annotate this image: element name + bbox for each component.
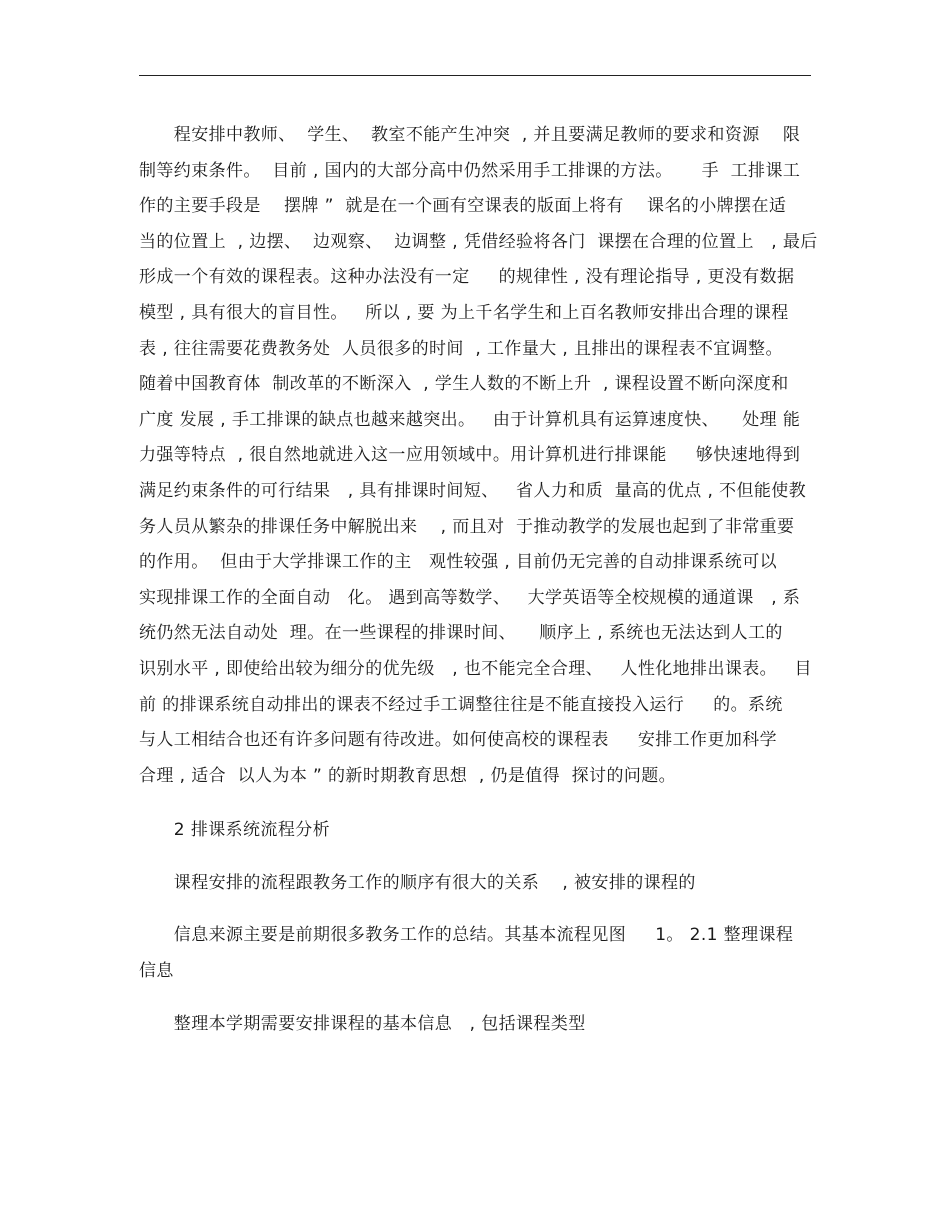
text-line: 作的主要手段是 摆牌 ” 就是在一个画有空课表的版面上将有 课名的小牌摆在适 bbox=[139, 196, 787, 217]
text-line: 前 的排课系统自动排出的课表不经过手工调整往往是不能直接投入运行 的。系统 bbox=[139, 694, 783, 715]
paragraph: 整理本学期需要安排课程的基本信息 , 包括课程类型 bbox=[139, 1013, 586, 1034]
text-line: 合理 , 适合 以人为本 ” 的新时期教育思想 , 仍是值得 探讨的问题。 bbox=[139, 765, 677, 786]
paragraph bbox=[139, 918, 819, 989]
text-line: 模型 , 具有很大的盲目性。 所以 , 要 为上千名学生和上百名教师安排出合理的课程 bbox=[139, 302, 789, 323]
text-line: 力强等特点 , 很自然地就进入这一应用领域中。用计算机进行排课能 够快速地得到 bbox=[139, 445, 801, 466]
text-line: 与人工相结合也还有许多问题有待改进。如何使高校的课程表 安排工作更加科学 bbox=[139, 730, 778, 751]
text-line: 实现排课工作的全面自动 化。 遇到高等数学、 大学英语等全校规模的通道课 , 系 bbox=[139, 587, 801, 608]
text-line: 广度 发展 , 手工排课的缺点也越来越突出。 由于计算机具有运算速度快、 处理 能 bbox=[139, 409, 801, 430]
paragraph: 课程安排的流程跟教务工作的顺序有很大的关系 , 被安排的课程的 bbox=[139, 872, 696, 893]
text-line: 当的位置上 , 边摆、 边观察、 边调整 , 凭借经验将各门 课摆在合理的位置上 , 最后 bbox=[139, 231, 818, 252]
text-line: 程安排中教师、 学生、 教室不能产生冲突 , 并且要满足教师的要求和资源 限 bbox=[139, 125, 801, 145]
section-heading: 2 排课系统流程分析 bbox=[139, 820, 331, 841]
text-line: 信息 bbox=[139, 961, 174, 982]
text-line: 信息来源主要是前期很多教务工作的总结。其基本流程见图 1。 2.1 整理课程 bbox=[139, 925, 794, 946]
text-line: 的作用。 但由于大学排课工作的主 观性较强 , 目前仍无完善的自动排课系统可以 bbox=[139, 552, 778, 573]
text-line: 形成一个有效的课程表。这种办法没有一定 的规律性 , 没有理论指导 , 更没有数据 bbox=[139, 267, 795, 288]
text-line: 满足约束条件的可行结果 , 具有排课时间短、 省人力和质 量高的优点 , 不但能使教 bbox=[139, 480, 807, 501]
text-line: 随着中国教育体 制改革的不断深入 , 学生人数的不断上升 , 课程设置不断向深度和 bbox=[139, 374, 789, 395]
text-line: 务人员从繁杂的排课任务中解脱出来 , 而且对 于推动教学的发展也起到了非常重要 bbox=[139, 516, 795, 537]
document-body bbox=[139, 118, 819, 1042]
text-line: 表 , 往往需要花费教务处 人员很多的时间 , 工作量大 , 且排出的课程表不宜调整。 bbox=[139, 338, 783, 359]
text-line: 识别水平 , 即使给出较为细分的优先级 , 也不能完全合理、 人性化地排出课表。 目 bbox=[139, 658, 812, 679]
header-rule bbox=[139, 75, 811, 76]
body-paragraph bbox=[139, 118, 819, 794]
text-line: 统仍然无法自动处 理。在一些课程的排课时间、 顺序上 , 系统也无法达到人工的 bbox=[139, 623, 783, 644]
text-line: 制等约束条件。 目前 , 国内的大部分高中仍然采用手工排课的方法。 手 工排课工 bbox=[139, 160, 801, 181]
